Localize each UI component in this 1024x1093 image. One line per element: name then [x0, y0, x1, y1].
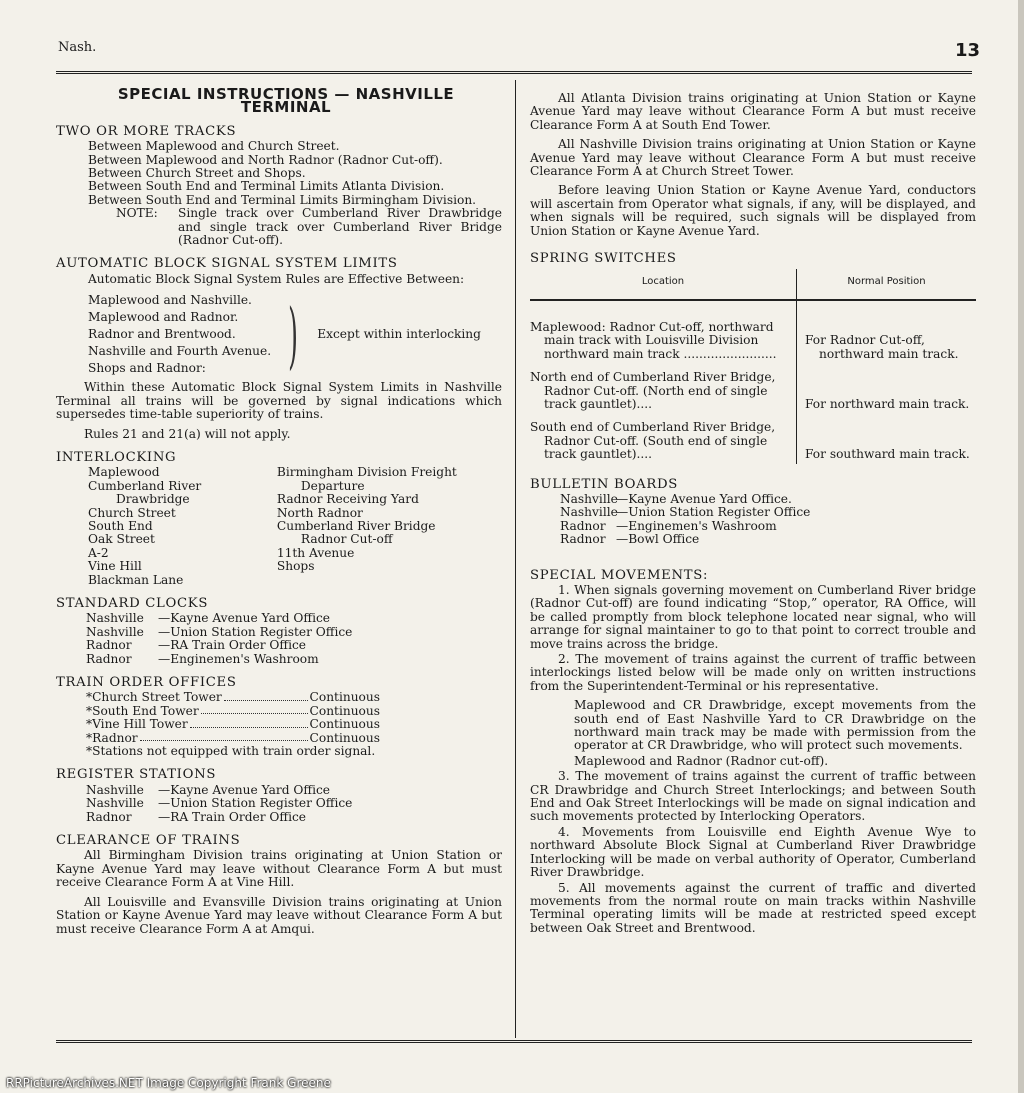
clearance-paragraph: All Nashville Division trains originating at Union Station or Kayne Avenue Yard may leave without Clearance Form A but must receive Clearance Form A at Church Street Tower. [530, 137, 976, 179]
clearance-paragraph: All Birmingham Division trains originating at Union Station or Kayne Avenue Yard may leave without Clearance Form A but must receive Clearance Form A at Vine Hill. [56, 848, 502, 890]
list-item: 11th Avenue [276, 545, 355, 560]
register-heading: REGISTER STATIONS [56, 767, 217, 783]
bottom-rule [56, 1040, 972, 1045]
list-item: Radnor —Enginemen's Washroom [86, 651, 319, 666]
clearance-heading: CLEARANCE OF TRAINS [56, 833, 241, 849]
train-orders-footnote: *Stations not equipped with train order signal. [86, 744, 376, 759]
list-item: Shops and Radnor: [88, 361, 206, 376]
register-list [56, 784, 502, 824]
list-item: Oak Street [88, 532, 155, 547]
list-item: Church Street [88, 505, 176, 520]
list-item: Nashville —Kayne Avenue Yard Office [86, 782, 331, 797]
table-cell: Maplewood: Radnor Cut-off, northward main track with Louisville Division northward main track ........................ [530, 300, 797, 361]
list-item: Nashville —Union Station Register Office [560, 505, 811, 520]
table-cell: For southward main track. [805, 447, 970, 462]
page-edge [1018, 0, 1024, 1093]
clearance-paragraph: Before leaving Union Station or Kayne Avenue Yard, conductors will ascertain from Operator what signals, if any, will be displayed, and when signals will be required, such signals will be displayed from Union Station or Kayne Avenue Yard. [530, 183, 976, 238]
list-item: Between Maplewood and North Radnor (Radnor Cut-off). [88, 152, 443, 167]
list-item: *South End Tower Continuous [86, 703, 380, 718]
table-cell: North end of Cumberland River Bridge, Radnor Cut-off. (North end of single track gauntlet).... [530, 361, 797, 411]
abs-limits [56, 292, 502, 377]
list-item: Between South End and Terminal Limits Birmingham Division. [88, 192, 477, 207]
movement-paragraph: 2. The movement of trains against the current of traffic between interlockings listed below will be made only on written instructions from the Superintendent-Terminal or his representative. [530, 652, 976, 693]
list-item: Birmingham Division Freight [276, 465, 457, 480]
table-cell: For northward main track. [805, 396, 970, 411]
abs-paragraph: Within these Automatic Block Signal System Limits in Nashville Terminal all trains will be governed by signal indications which supersedes time-table superiority of trains. [56, 380, 502, 422]
list-item: Between Maplewood and Church Street. [88, 139, 340, 154]
clocks-list [56, 612, 502, 666]
abs-except: Except within interlocking [317, 327, 481, 342]
abs-intro: Automatic Block Signal System Rules are Effective Between: [88, 271, 465, 286]
list-item: Radnor and Brentwood. [88, 327, 236, 342]
list-item: Between South End and Terminal Limits Atlanta Division. [88, 179, 445, 194]
table-row [530, 361, 976, 411]
movement-paragraph: 5. All movements against the current of traffic and diverted movements from the normal route on main tracks within Nashville Terminal operating limits will be made at restricted speed except between Oak Street and Brentwood. [530, 880, 976, 935]
list-item: Nashville —Union Station Register Office [86, 624, 353, 639]
two-tracks-list [56, 140, 502, 207]
list-item: Radnor —RA Train Order Office [86, 809, 306, 824]
right-column [530, 92, 976, 941]
brace-icon: ) [288, 292, 299, 377]
list-item: Radnor —RA Train Order Office [86, 638, 306, 653]
list-item: Vine Hill [88, 559, 142, 574]
movements-heading: SPECIAL MOVEMENTS: [530, 567, 709, 583]
list-item: Blackman Lane [88, 572, 184, 587]
note-text: Single track over Cumberland River Drawbridge and single track over Cumberland River Bridge (Radnor Cut-off). [178, 206, 502, 248]
top-rule [56, 71, 972, 76]
list-item: *Radnor Continuous [86, 730, 380, 745]
list-item: Maplewood and Nashville. [88, 293, 252, 308]
list-item: Nashville —Union Station Register Office [86, 796, 353, 811]
list-item: Departure [300, 478, 365, 493]
column-divider [515, 80, 516, 1038]
movement-paragraph: 3. The movement of trains against the current of traffic between CR Drawbridge and Church Street Interlockings; and between South End and Oak Street Interlockings will be made on signal indication and such movements protected by Interlocking Operators. [530, 769, 976, 824]
table-cell: South end of Cumberland River Bridge, Radnor Cut-off. (South end of single track gauntlet).... [530, 411, 797, 463]
table-row [530, 411, 976, 463]
watermark: RRPictureArchives.NET Image Copyright Frank Greene [6, 1076, 331, 1090]
column-header: Normal Position [797, 269, 977, 299]
list-item: Radnor —Bowl Office [560, 532, 700, 547]
list-item: A-2 [88, 545, 109, 560]
spring-heading: SPRING SWITCHES [530, 251, 677, 267]
movement-paragraph: 1. When signals governing movement on Cumberland River bridge (Radnor Cut-off) are found indicating “Stop,” operator, RA Office, will be called promptly from block telephone located near signal, who will arrange for signal maintainer to go to that point to correct trouble and move trains across the bridge. [530, 582, 976, 651]
two-tracks-heading: TWO OR MORE TRACKS [56, 123, 237, 139]
bulletin-heading: BULLETIN BOARDS [530, 476, 678, 492]
page-title: SPECIAL INSTRUCTIONS — NASHVILLE TERMINAL [117, 85, 455, 117]
spring-switches-table [530, 269, 976, 463]
train-orders-heading: TRAIN ORDER OFFICES [56, 675, 237, 690]
clearance-paragraph: All Atlanta Division trains originating at Union Station or Kayne Avenue Yard may leave without Clearance Form A but must receive Clearance Form A at South End Tower. [530, 91, 976, 132]
abs-rules: Rules 21 and 21(a) will not apply. [84, 426, 291, 441]
table-cell: For Radnor Cut-off, northward main track. [805, 333, 959, 361]
list-item: *Vine Hill Tower Continuous [86, 717, 380, 732]
list-item: South End [88, 518, 153, 533]
clocks-heading: STANDARD CLOCKS [56, 595, 209, 611]
list-item: Nashville —Kayne Avenue Yard Office [86, 611, 331, 626]
interlocking-list [56, 466, 502, 587]
note [56, 207, 502, 247]
bulletin-list [530, 493, 976, 547]
list-item: Cumberland River Bridge [276, 518, 436, 533]
interlocking-heading: INTERLOCKING [56, 449, 177, 465]
list-item: Nashville and Fourth Avenue. [88, 344, 272, 359]
abs-heading: AUTOMATIC BLOCK SIGNAL SYSTEM LIMITS [56, 256, 398, 272]
list-item: Maplewood and Radnor. [88, 310, 239, 325]
movement-paragraph: 4. Movements from Louisville end Eighth Avenue Wye to northward Absolute Block Signal at Cumberland River Drawbridge Interlocking will be made on verbal authority of Operator, Cumberland River Drawbridge. [530, 824, 976, 880]
note-label: NOTE: [116, 206, 158, 221]
list-item: Shops [276, 559, 315, 574]
clearance-paragraph: All Louisville and Evansville Division trains originating at Union Station or Kayne Avenue Yard may leave without Clearance Form A but must receive Clearance Form A at Amqui. [56, 894, 502, 936]
movement-paragraph: Maplewood and CR Drawbridge, except movements from the south end of East Nashville Yard to CR Drawbridge on the northward main track may be made with permission from the operator at CR Drawbridge, who will protect such movements. [574, 698, 976, 753]
list-item: Nashville —Kayne Avenue Yard Office. [560, 491, 792, 506]
list-item: *Church Street Tower Continuous [86, 690, 380, 705]
list-item: Radnor —Enginemen's Washroom [560, 518, 777, 533]
train-orders-list [56, 691, 380, 758]
left-column [56, 85, 502, 942]
list-item: North Radnor [276, 505, 363, 520]
table-row [530, 300, 976, 361]
page-number: 13 [955, 40, 981, 61]
list-item: Radnor Receiving Yard [276, 492, 419, 507]
list-item: Radnor Cut-off [300, 532, 393, 547]
movement-paragraph: Maplewood and Radnor (Radnor cut-off). [574, 753, 829, 768]
list-item: Between Church Street and Shops. [88, 166, 306, 181]
running-header: Nash. [58, 40, 97, 55]
list-item: Cumberland River [88, 478, 202, 493]
column-header: Location [530, 269, 797, 299]
list-item: Maplewood [88, 465, 160, 480]
list-item: Drawbridge [116, 492, 190, 507]
